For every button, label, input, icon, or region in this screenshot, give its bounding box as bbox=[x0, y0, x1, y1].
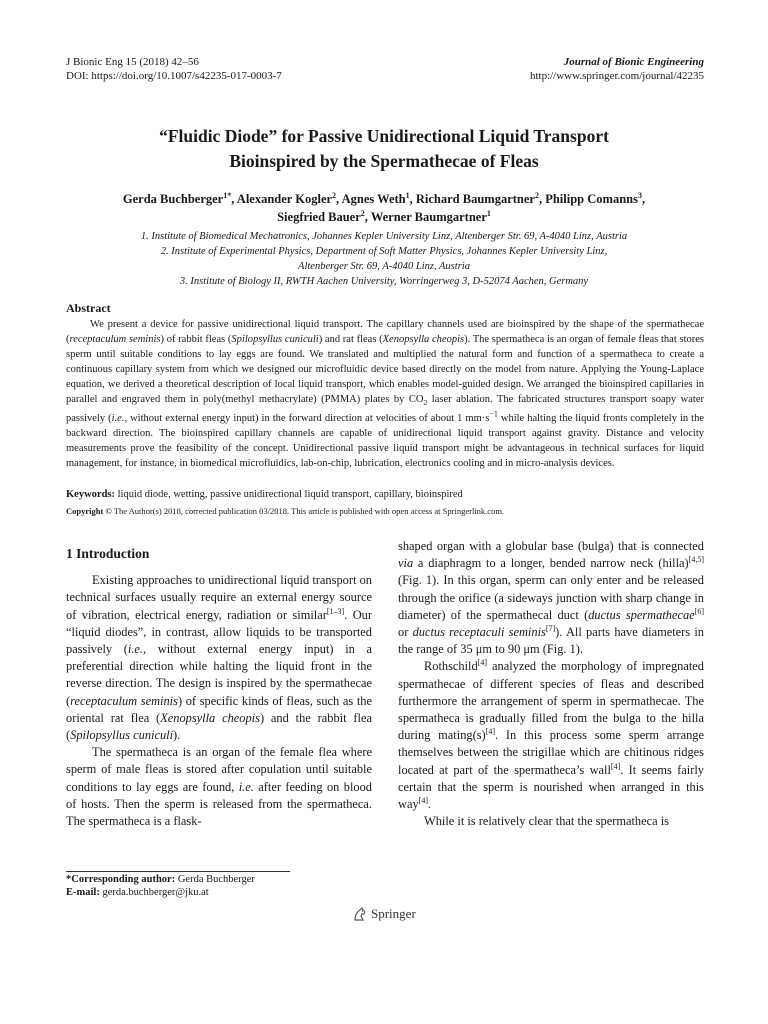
abstract-italic: Xenopsylla cheopis bbox=[382, 334, 465, 346]
abstract-text: We present a device for passive unidirectional liquid transport. The capillary channels used are bioinspired by the shape of the spermathecae ( bbox=[66, 319, 704, 346]
keywords-label: Keywords: bbox=[66, 489, 115, 500]
body-italic: receptaculum seminis bbox=[70, 693, 178, 708]
body-text: or bbox=[398, 625, 413, 640]
author-separator: , bbox=[364, 210, 371, 224]
title-line-2: Bioinspired by the Spermathecae of Fleas bbox=[229, 151, 539, 171]
author-affiliation-mark: 3 bbox=[637, 190, 642, 200]
article-title bbox=[0, 124, 768, 174]
email-line bbox=[66, 886, 255, 899]
keywords bbox=[66, 488, 704, 502]
author-separator: , bbox=[231, 192, 237, 206]
body-text: The spermatheca is an organ of the female flea where sperm of male fleas is stored after copulation until suitable conditions to lay eggs are found, bbox=[66, 745, 372, 794]
running-header-right bbox=[454, 55, 704, 83]
citation-ref[interactable]: [4] bbox=[477, 658, 488, 668]
body-text: , without external energy input) in a preferential direction while halting the liquid front in the reverse direction. The design is inspired by the spermathecae ( bbox=[66, 642, 372, 708]
author-name: Werner Baumgartner bbox=[370, 210, 487, 224]
body-italic: ductus receptaculi seminis bbox=[412, 625, 546, 640]
abstract-body bbox=[66, 317, 704, 471]
citation-ref[interactable]: [1–3] bbox=[326, 606, 345, 616]
running-header-left bbox=[66, 55, 282, 83]
abstract-text: while halting the liquid fronts completely in the backward direction. The bioinspired capillary channels are capable of unidirectional liquid transport against gravity. Distance and velocity measurements prove the feasibility of the concept. Unidirectional passive liquid transport might be advantageous in technical surfaces for liquid management, for instance, in biomedical microfluidics, lab-on-chip, lubrication, electronics cooling and in micro-analysis devices. bbox=[66, 412, 704, 469]
body-text: . Our “liquid diodes”, in contrast, allow liquids to be transported passively ( bbox=[66, 607, 372, 657]
body-text: ). bbox=[173, 728, 181, 743]
footnote-rule bbox=[66, 871, 290, 872]
author-affiliation-mark: 1 bbox=[486, 208, 491, 218]
affiliation-2-line-1: 2. Institute of Experimental Physics, Department of Soft Matter Physics, Johannes Kepler University Linz, bbox=[160, 246, 608, 257]
intro-paragraph-1 bbox=[66, 572, 372, 744]
citation-ref[interactable]: [6] bbox=[694, 606, 704, 616]
right-column bbox=[398, 538, 704, 830]
affiliation-3: 3. Institute of Biology II, RWTH Aachen University, Worringerweg 3, D-52074 Aachen, Germany bbox=[179, 276, 589, 287]
footnote bbox=[66, 873, 255, 899]
author-line-2 bbox=[70, 208, 698, 226]
citation-ref[interactable]: [7] bbox=[545, 623, 556, 633]
author-name: Agnes Weth bbox=[341, 192, 406, 206]
journal-url[interactable]: http://www.springer.com/journal/42235 bbox=[529, 70, 704, 82]
corresponding-author-name: Gerda Buchberger bbox=[175, 874, 255, 885]
abstract-text: , without external energy input) in the forward direction at velocities of about 1 mm·s bbox=[124, 412, 490, 424]
author-line-1 bbox=[70, 190, 698, 208]
intro-paragraph-2 bbox=[66, 744, 372, 830]
author-name: Siegfried Bauer bbox=[277, 210, 361, 224]
corresponding-author-label: *Corresponding author: bbox=[66, 874, 176, 885]
author-affiliation-mark: 2 bbox=[534, 190, 539, 200]
body-italic: ductus spermathecae bbox=[588, 607, 695, 622]
body-text: shaped organ with a globular base (bulga) that is connected bbox=[398, 539, 704, 553]
body-text: ) and the rabbit flea ( bbox=[66, 710, 372, 743]
journal-citation: J Bionic Eng 15 (2018) 42–56 bbox=[66, 56, 199, 68]
citation-ref[interactable]: [4,5] bbox=[688, 555, 704, 565]
body-italic: i.e. bbox=[238, 779, 254, 794]
body-italic: i.e. bbox=[127, 642, 144, 657]
author-separator: , bbox=[641, 192, 646, 206]
publisher-logo bbox=[352, 906, 416, 922]
section-heading-introduction: 1 Introduction bbox=[66, 546, 150, 561]
body-text: . bbox=[427, 797, 432, 812]
body-text: after feeding on blood of hosts. Then the sperm is released from the spermatheca. The spermatheca is a flask- bbox=[66, 779, 372, 829]
body-text: (Fig. 1). In this organ, sperm can only enter and be released through the orifice (a sideways junction with sharp change in diameter) of the spermathecal duct ( bbox=[398, 573, 704, 622]
affiliations bbox=[60, 229, 708, 289]
abstract-text: ) and rat fleas ( bbox=[318, 334, 383, 346]
author-name: Richard Baumgartner bbox=[415, 192, 535, 206]
intro-paragraph-5 bbox=[398, 813, 704, 830]
corresponding-author bbox=[66, 873, 255, 886]
author-list bbox=[70, 190, 698, 226]
abstract-text: laser ablation. The fabricated structures transport soapy water passively ( bbox=[66, 394, 704, 424]
affiliation-1: 1. Institute of Biomedical Mechatronics, Johannes Kepler University Linz, Altenberger Str. 69, A-4040 Linz, Austria bbox=[140, 231, 628, 242]
body-text: ) of specific kinds of fleas, such as the oriental rat flea ( bbox=[66, 693, 372, 725]
author-affiliation-mark: 2 bbox=[360, 208, 365, 218]
author-affiliation-mark: 1 bbox=[405, 190, 410, 200]
body-italic: via bbox=[398, 556, 414, 571]
copyright bbox=[66, 505, 704, 517]
copyright-text: The Author(s) 2018, corrected publication 03/2018. This article is published with open access at Springerlink.com. bbox=[111, 506, 505, 516]
body-text: ). All parts have diameters in the range of 35 μm to 90 μm (Fig. 1). bbox=[398, 625, 705, 657]
intro-paragraph-4 bbox=[398, 658, 704, 813]
author-name: Alexander Kogler bbox=[236, 192, 333, 206]
journal-name: Journal of Bionic Engineering bbox=[563, 56, 704, 68]
springer-horse-icon bbox=[352, 906, 368, 922]
author-name: Gerda Buchberger bbox=[122, 192, 224, 206]
copyright-label: Copyright © bbox=[66, 506, 112, 516]
abstract-heading: Abstract bbox=[66, 301, 111, 315]
abstract-text: ) of rabbit fleas ( bbox=[160, 334, 232, 346]
author-affiliation-mark: 1* bbox=[223, 190, 232, 200]
citation-ref[interactable]: [4] bbox=[418, 795, 428, 805]
body-text: . In this process some sperm arrange themselves between the strigillae which are chitinous ridges located at part of the spermatheca’s wall bbox=[398, 728, 704, 777]
body-text: While it is relatively clear that the spermatheca is bbox=[424, 814, 669, 829]
affiliation-2-line-2: Altenberger Str. 69, A-4040 Linz, Austria bbox=[298, 261, 470, 272]
abstract-subscript: 2 bbox=[423, 398, 428, 408]
left-column bbox=[66, 545, 372, 830]
email-address[interactable]: gerda.buchberger@jku.at bbox=[99, 887, 209, 898]
abstract-italic: i.e. bbox=[111, 412, 125, 424]
author-separator: , bbox=[538, 192, 546, 206]
author-name: Philipp Comanns bbox=[545, 192, 638, 206]
body-text: Existing approaches to unidirectional liquid transport on technical surfaces usually require an external energy source of vibration, electrical energy, radiation or similar bbox=[66, 573, 372, 622]
abstract-text: ). The spermatheca is an organ of female fleas that stores sperm until suitable conditions to lay eggs are found. We translated and multiplied the natural form and function of a spermatheca to create a continuous capillary system from which we designed our microfluidic device based directly on the model from nature. Applying the Young-Laplace equation, we derived a theoretical description of local liquid transport, which enables model-guided design. We arranged the bioinspired capillaries in parallel and engraved them in poly(methyl methacrylate) (PMMA) plates by CO bbox=[66, 334, 704, 406]
citation-ref[interactable]: [4] bbox=[485, 727, 495, 737]
body-text: Rothschild bbox=[424, 659, 478, 674]
author-separator: , bbox=[336, 192, 342, 206]
abstract-italic: receptaculum seminis bbox=[69, 334, 161, 346]
doi-link[interactable]: DOI: https://doi.org/10.1007/s42235-017-0003-7 bbox=[66, 70, 282, 82]
body-text: . It seems fairly certain that the sperm is nourished when arranged in this way bbox=[398, 762, 704, 812]
abstract-italic: Spilopsyllus cuniculi bbox=[231, 334, 319, 346]
body-text: analyzed the morphology of impregnated spermathecae of different species of fleas and described furthermore the arrangement of sperm in spermathecae. The spermatheca is gradually filled from the bulga to the hilla during mating(s) bbox=[398, 659, 704, 743]
abstract-superscript: −1 bbox=[489, 409, 498, 419]
publisher-name: Springer bbox=[371, 906, 416, 921]
keywords-text: liquid diode, wetting, passive unidirectional liquid transport, capillary, bioinspired bbox=[115, 489, 463, 500]
intro-paragraph-3 bbox=[398, 538, 704, 658]
citation-ref[interactable]: [4] bbox=[610, 761, 621, 771]
author-affiliation-mark: 2 bbox=[332, 190, 337, 200]
body-italic: Xenopsylla cheopis bbox=[160, 710, 260, 725]
body-text: a diaphragm to a longer, bended narrow neck (hilla) bbox=[413, 556, 689, 571]
email-label: E-mail: bbox=[66, 887, 100, 898]
body-italic: Spilopsyllus cuniculi bbox=[70, 728, 174, 743]
author-separator: , bbox=[409, 192, 416, 206]
title-line-1: “Fluidic Diode” for Passive Unidirectional Liquid Transport bbox=[159, 126, 609, 146]
